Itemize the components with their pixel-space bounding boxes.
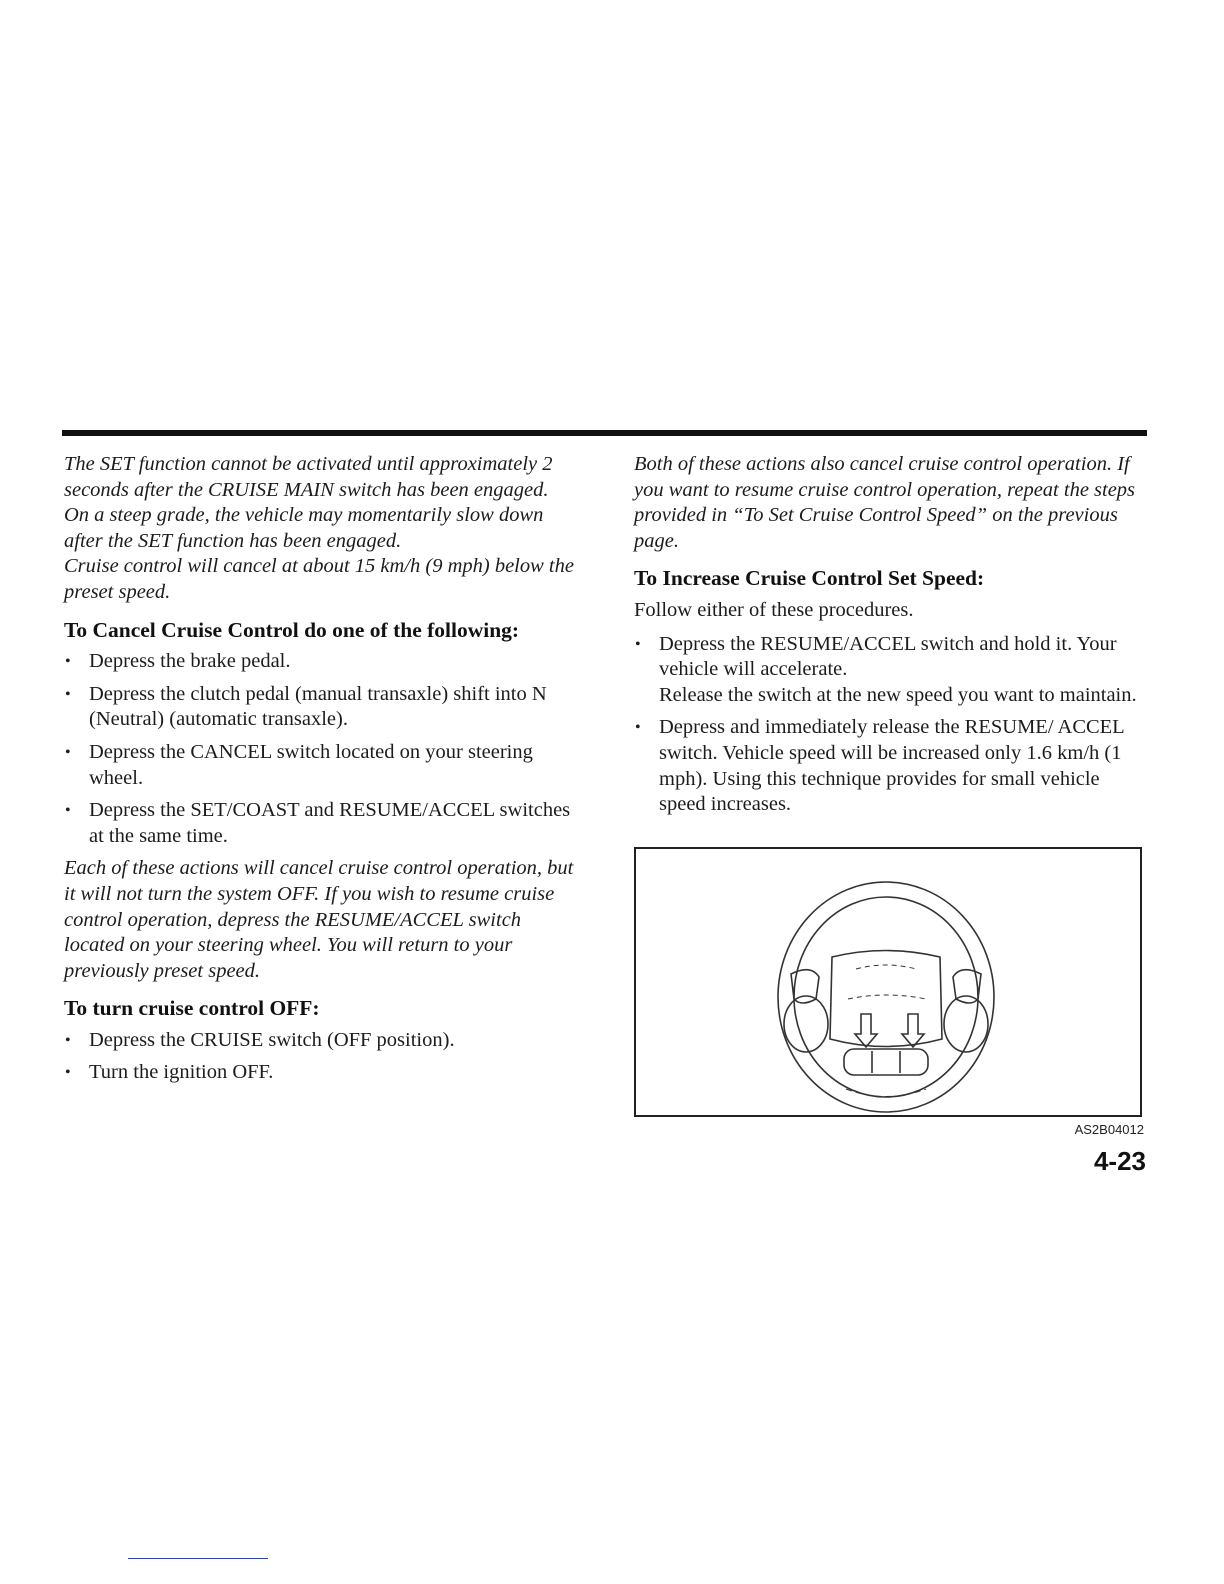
steep-grade-note: On a steep grade, the vehicle may momentarily slow down after the SET function has been engaged. xyxy=(64,504,544,552)
cancel-item-cancel-switch: • Depress the CANCEL switch located on your steering wheel. xyxy=(64,740,576,791)
left-column xyxy=(64,452,576,1093)
arrow-resume-accel xyxy=(902,1014,924,1047)
steering-wheel-figure xyxy=(634,847,1142,1117)
arrow-set-coast xyxy=(855,1014,877,1047)
cancel-heading: To Cancel Cruise Control do one of the following: xyxy=(64,617,520,642)
set-activation-note: The SET function cannot be activated until approximately 2 seconds after the CRUISE MAIN switch has been engaged. xyxy=(64,453,553,501)
cancel-item-set-resume: • Depress the SET/COAST and RESUME/ACCEL switches at the same time. xyxy=(64,798,576,849)
cancel-speed-note: Cruise control will cancel at about 15 km/h (9 mph) below the preset speed. xyxy=(64,555,574,603)
off-list xyxy=(64,1028,576,1086)
increase-item-hold xyxy=(634,632,1149,709)
page-number: 4-23 xyxy=(1093,1146,1146,1176)
cruise-switch-cluster xyxy=(844,1049,928,1075)
steering-wheel-icon xyxy=(636,849,1140,1115)
cancel-item-clutch: • Depress the clutch pedal (manual transaxle) shift into N (Neutral) (automatic transaxle). xyxy=(64,682,576,733)
right-grip xyxy=(944,996,988,1052)
figure-code: AS2B04012 xyxy=(1074,1122,1144,1137)
off-heading: To turn cruise control OFF: xyxy=(64,996,320,1021)
increase-heading: To Increase Cruise Control Set Speed: xyxy=(634,566,985,591)
top-rule xyxy=(62,430,1147,436)
wheel-inner-rim xyxy=(794,897,978,1097)
cancel-note: Each of these actions will cancel cruise control operation, but it will not turn the system OFF. If you wish to resume cruise control operation, depress the RESUME/ACCEL switch located on your steering wheel. You will return to your previously preset speed. xyxy=(64,857,574,982)
cancel-item-brake: • Depress the brake pedal. xyxy=(64,649,576,675)
cancel-list xyxy=(64,649,576,849)
left-grip xyxy=(784,996,828,1052)
both-actions-note: Both of these actions also cancel cruise control operation. If you want to resume cruise control operation, repeat the steps provided in “To Set Cruise Control Speed” on the previous page. xyxy=(634,453,1136,552)
increase-item-tap: • Depress and immediately release the RESUME/ ACCEL switch. Vehicle speed will be increased only 1.6 km/h (1 mph). Using this technique provides for small vehicle speed increases. xyxy=(634,715,1149,817)
right-column xyxy=(634,452,1149,825)
increase-item-release-text: Release the switch at the new speed you want to maintain. xyxy=(659,683,1137,706)
off-item-ignition: • Turn the ignition OFF. xyxy=(64,1060,576,1086)
increase-item-hold-text: • Depress the RESUME/ACCEL switch and hold it. Your vehicle will accelerate. xyxy=(659,632,1117,681)
increase-list xyxy=(634,632,1149,818)
follow-text: Follow either of these procedures. xyxy=(634,598,914,621)
off-item-cruise-switch: • Depress the CRUISE switch (OFF position). xyxy=(64,1028,576,1054)
footer-line xyxy=(128,1558,268,1559)
